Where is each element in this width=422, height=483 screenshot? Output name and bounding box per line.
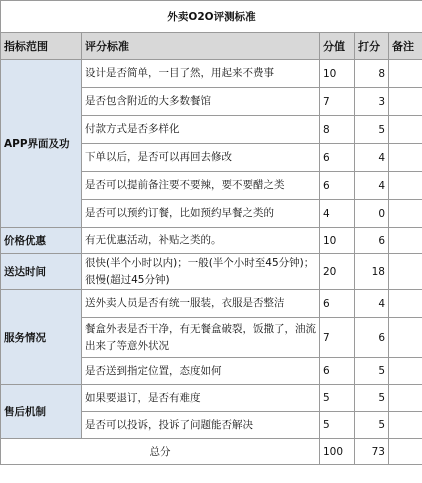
criteria-cell[interactable]: 是否可以投诉，投诉了问题能否解决 xyxy=(82,412,320,439)
weight-cell[interactable]: 5 xyxy=(320,412,355,439)
sheet-title[interactable]: 外卖O2O评测标准 xyxy=(1,1,422,33)
header-note[interactable]: 备注 xyxy=(389,33,422,60)
criteria-cell[interactable]: 是否送到指定位置，态度如何 xyxy=(82,358,320,385)
note-cell[interactable] xyxy=(389,290,422,318)
weight-cell[interactable]: 6 xyxy=(320,290,355,318)
category-cell[interactable]: 服务情况 xyxy=(1,290,82,385)
header-weight[interactable]: 分值 xyxy=(320,33,355,60)
note-cell[interactable] xyxy=(389,116,422,144)
total-weight[interactable]: 100 xyxy=(320,439,355,465)
category-cell[interactable]: 价格优惠 xyxy=(1,228,82,254)
criteria-cell[interactable]: 设计是否简单，一目了然，用起来不费事 xyxy=(82,60,320,88)
criteria-cell[interactable]: 是否可以提前备注要不要辣，要不要醋之类 xyxy=(82,172,320,200)
category-cell[interactable]: APP界面及功 xyxy=(1,60,82,228)
score-cell[interactable]: 5 xyxy=(355,116,389,144)
note-cell[interactable] xyxy=(389,385,422,412)
table-row xyxy=(1,385,422,412)
total-row xyxy=(1,439,422,465)
weight-cell[interactable]: 5 xyxy=(320,385,355,412)
total-label[interactable]: 总分 xyxy=(1,439,320,465)
score-cell[interactable]: 8 xyxy=(355,60,389,88)
criteria-cell[interactable]: 很快(半个小时以内)；一般(半个小时至45分钟)；很慢(超过45分钟) xyxy=(82,254,320,290)
score-cell[interactable]: 4 xyxy=(355,290,389,318)
note-cell[interactable] xyxy=(389,172,422,200)
note-cell[interactable] xyxy=(389,60,422,88)
weight-cell[interactable]: 7 xyxy=(320,318,355,358)
score-cell[interactable]: 6 xyxy=(355,318,389,358)
weight-cell[interactable]: 4 xyxy=(320,200,355,228)
weight-cell[interactable]: 6 xyxy=(320,358,355,385)
category-cell[interactable]: 送达时间 xyxy=(1,254,82,290)
total-score[interactable]: 73 xyxy=(355,439,389,465)
weight-cell[interactable]: 20 xyxy=(320,254,355,290)
score-cell[interactable]: 4 xyxy=(355,172,389,200)
table-row xyxy=(1,254,422,290)
criteria-cell[interactable]: 送外卖人员是否有统一服装，衣服是否整洁 xyxy=(82,290,320,318)
score-cell[interactable]: 5 xyxy=(355,412,389,439)
criteria-cell[interactable]: 付款方式是否多样化 xyxy=(82,116,320,144)
weight-cell[interactable]: 8 xyxy=(320,116,355,144)
header-range[interactable]: 指标范围 xyxy=(1,33,82,60)
weight-cell[interactable]: 6 xyxy=(320,172,355,200)
note-cell[interactable] xyxy=(389,88,422,116)
score-cell[interactable]: 5 xyxy=(355,358,389,385)
score-cell[interactable]: 3 xyxy=(355,88,389,116)
criteria-cell[interactable]: 有无优惠活动，补贴之类的。 xyxy=(82,228,320,254)
header-score[interactable]: 打分 xyxy=(355,33,389,60)
header-row xyxy=(1,33,422,60)
score-cell[interactable]: 4 xyxy=(355,144,389,172)
score-cell[interactable]: 5 xyxy=(355,385,389,412)
weight-cell[interactable]: 10 xyxy=(320,60,355,88)
criteria-cell[interactable]: 是否包含附近的大多数餐馆 xyxy=(82,88,320,116)
score-cell[interactable]: 0 xyxy=(355,200,389,228)
criteria-cell[interactable]: 如果要退订，是否有难度 xyxy=(82,385,320,412)
score-cell[interactable]: 6 xyxy=(355,228,389,254)
note-cell[interactable] xyxy=(389,358,422,385)
weight-cell[interactable]: 10 xyxy=(320,228,355,254)
criteria-cell[interactable]: 下单以后，是否可以再回去修改 xyxy=(82,144,320,172)
note-cell[interactable] xyxy=(389,200,422,228)
note-cell[interactable] xyxy=(389,144,422,172)
note-cell[interactable] xyxy=(389,254,422,290)
criteria-cell[interactable]: 是否可以预约订餐，比如预约早餐之类的 xyxy=(82,200,320,228)
criteria-cell[interactable]: 餐盒外表是否干净，有无餐盒破裂，饭撒了，油流出来了等意外状况 xyxy=(82,318,320,358)
score-cell[interactable]: 18 xyxy=(355,254,389,290)
total-note[interactable] xyxy=(389,439,422,465)
table-row xyxy=(1,60,422,88)
table-row xyxy=(1,290,422,318)
weight-cell[interactable]: 6 xyxy=(320,144,355,172)
category-cell[interactable]: 售后机制 xyxy=(1,385,82,439)
weight-cell[interactable]: 7 xyxy=(320,88,355,116)
table-row xyxy=(1,228,422,254)
note-cell[interactable] xyxy=(389,318,422,358)
header-criteria[interactable]: 评分标准 xyxy=(82,33,320,60)
note-cell[interactable] xyxy=(389,228,422,254)
note-cell[interactable] xyxy=(389,412,422,439)
